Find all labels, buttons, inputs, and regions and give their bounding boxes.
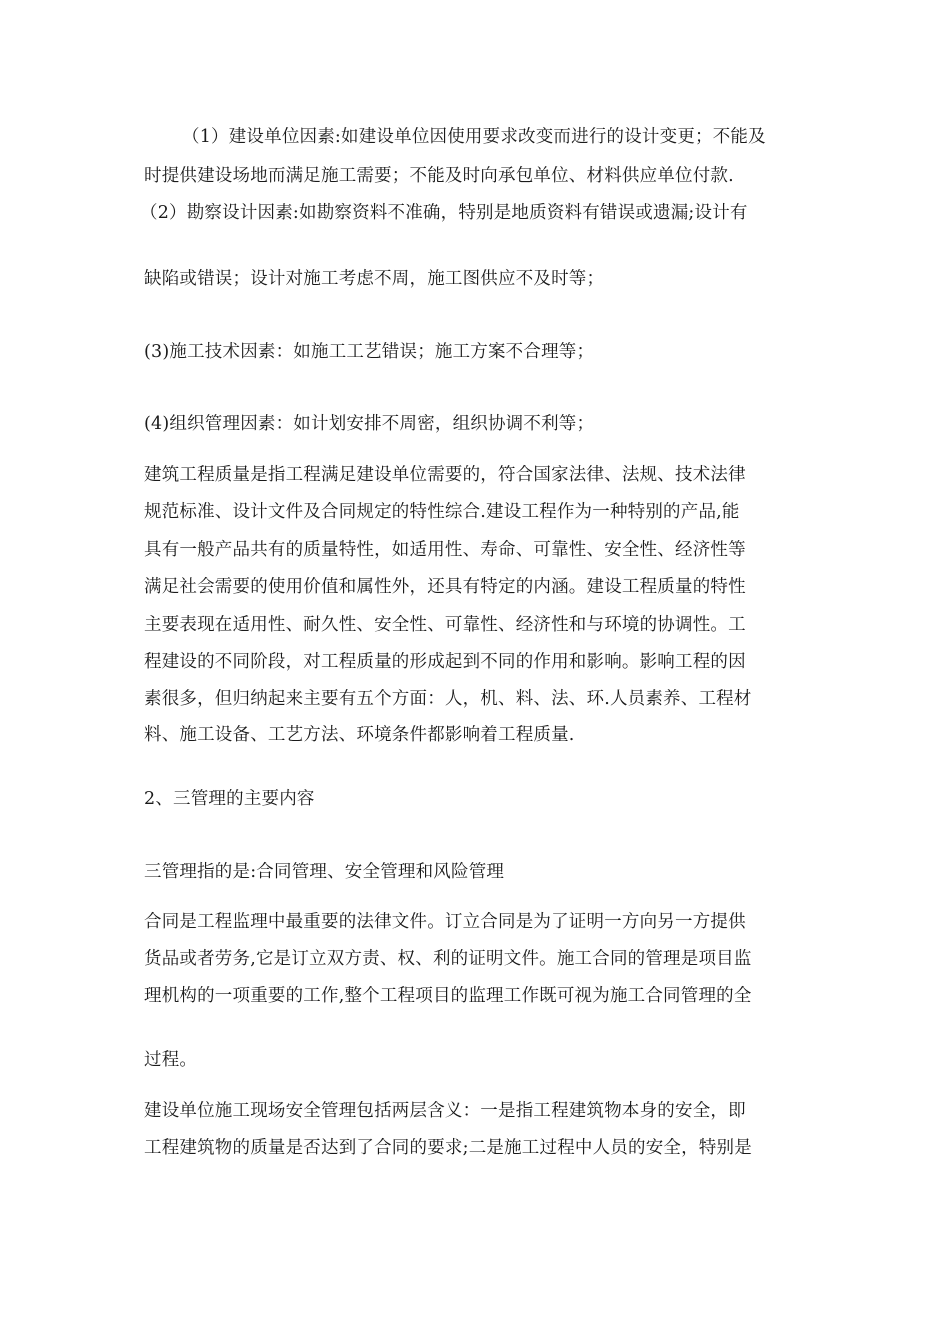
paragraph-line: （2）勘察设计因素:如勘察资料不准确，特别是地质资料有错误或遗漏;设计有 (140, 203, 748, 223)
section-heading: 2、三管理的主要内容 (144, 789, 315, 809)
paragraph-line: 具有一般产品共有的质量特性，如适用性、寿命、可靠性、安全性、经济性等 (144, 540, 746, 560)
paragraph-line: 建设单位施工现场安全管理包括两层含义：一是指工程建筑物本身的安全，即 (144, 1101, 746, 1121)
paragraph-line: 过程。 (144, 1050, 198, 1070)
paragraph-line: 三管理指的是:合同管理、安全管理和风险管理 (144, 862, 505, 882)
paragraph-line: 合同是工程监理中最重要的法律文件。订立合同是为了证明一方向另一方提供 (144, 912, 746, 932)
paragraph-line: 满足社会需要的使用价值和属性外，还具有特定的内涵。建设工程质量的特性 (144, 577, 746, 597)
paragraph-line: (3)施工技术因素：如施工工艺错误；施工方案不合理等； (144, 342, 595, 362)
paragraph-line: 规范标准、设计文件及合同规定的特性综合.建设工程作为一种特别的产品,能 (144, 502, 740, 522)
paragraph-line: (4)组织管理因素：如计划安排不周密，组织协调不利等； (144, 414, 595, 434)
paragraph-line: 主要表现在适用性、耐久性、安全性、可靠性、经济性和与环境的协调性。工 (144, 615, 746, 635)
paragraph-line: 货品或者劳务,它是订立双方责、权、利的证明文件。施工合同的管理是项目监 (144, 949, 752, 969)
paragraph-line: 工程建筑物的质量是否达到了合同的要求;二是施工过程中人员的安全，特别是 (144, 1138, 752, 1158)
paragraph-line: 素很多，但归纳起来主要有五个方面：人，机、料、法、环.人员素养、工程材 (144, 689, 752, 709)
paragraph-line: （1）建设单位因素:如建设单位因使用要求改变而进行的设计变更；不能及 (182, 127, 766, 147)
paragraph-line: 时提供建设场地而满足施工需要；不能及时向承包单位、材料供应单位付款. (144, 166, 734, 186)
paragraph-line: 缺陷或错误；设计对施工考虑不周，施工图供应不及时等； (144, 269, 605, 289)
paragraph-line: 程建设的不同阶段，对工程质量的形成起到不同的作用和影响。影响工程的因 (144, 652, 746, 672)
paragraph-line: 料、施工设备、工艺方法、环境条件都影响着工程质量. (144, 725, 575, 745)
paragraph-line: 理机构的一项重要的工作,整个工程项目的监理工作既可视为施工合同管理的全 (144, 986, 752, 1006)
paragraph-line: 建筑工程质量是指工程满足建设单位需要的，符合国家法律、法规、技术法律 (144, 465, 746, 485)
